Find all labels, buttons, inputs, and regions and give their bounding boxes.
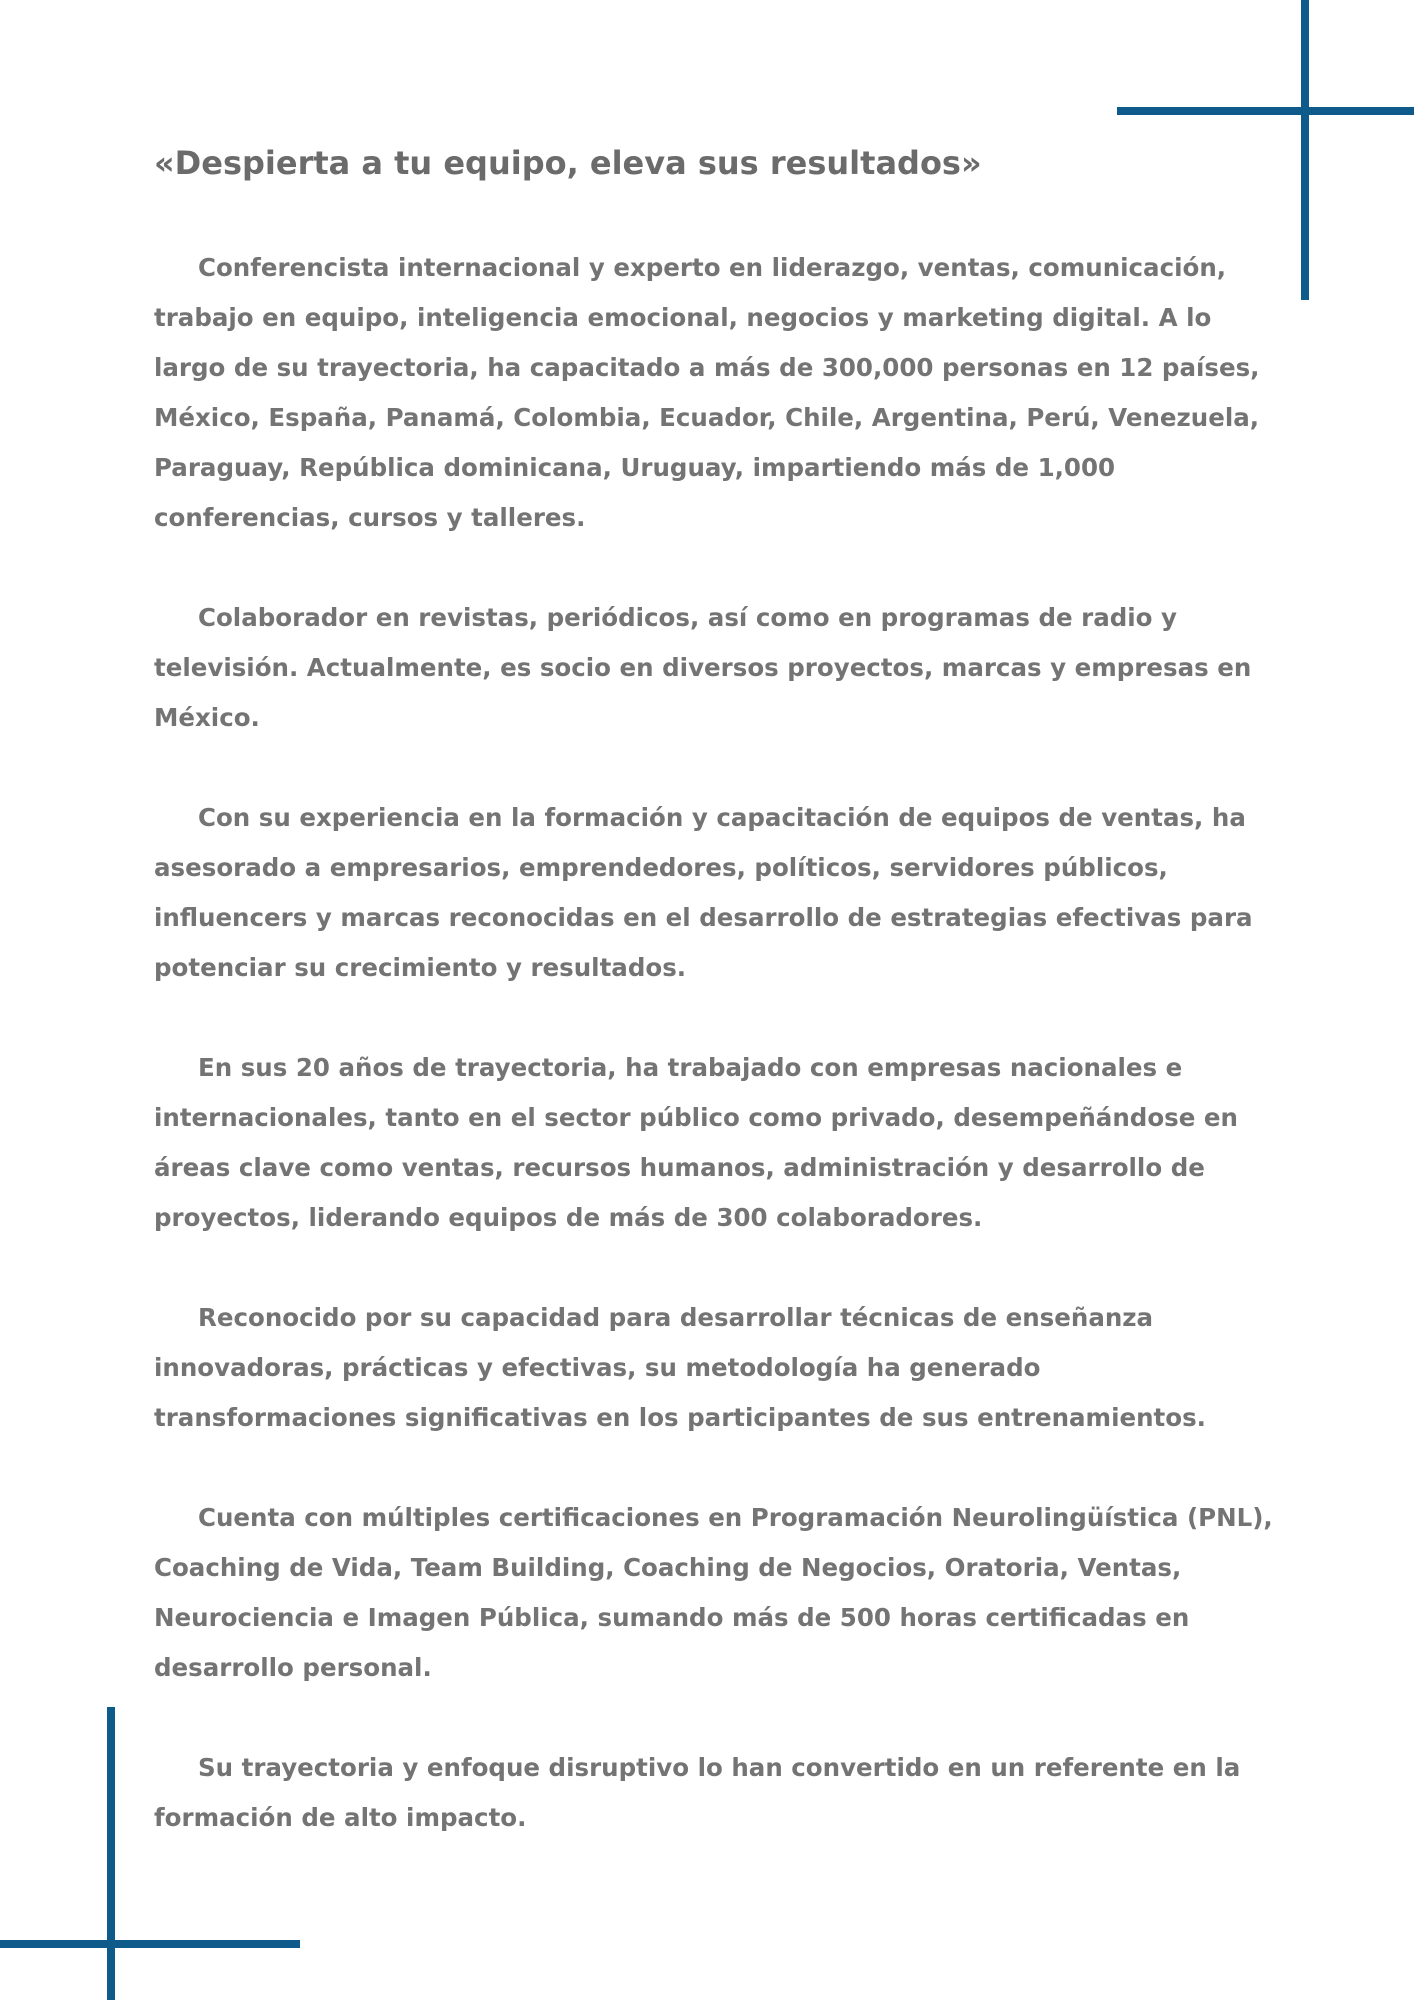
paragraph-certifications: Cuenta con múltiples certificaciones en Programación Neurolingüística (PNL), Coaching de Vida, Team Building, Coaching de Negocios, Oratoria, Ventas, Neurociencia e Imagen Pública, sumando más de 500 horas certificadas en desarrollo personal. xyxy=(154,1503,1273,1682)
paragraph-methodology: Reconocido por su capacidad para desarrollar técnicas de enseñanza innovadoras, prácticas y efectivas, su metodología ha generado transformaciones significativas en los participantes de sus entrenamientos. xyxy=(154,1303,1206,1432)
bottom-left-vertical-line xyxy=(107,1707,115,2000)
document-title: «Despierta a tu equipo, eleva sus resultados» xyxy=(154,144,982,182)
top-right-horizontal-line xyxy=(1117,107,1414,115)
bottom-left-horizontal-line xyxy=(0,1940,300,1948)
paragraph-closing: Su trayectoria y enfoque disruptivo lo han convertido en un referente en la formación de alto impacto. xyxy=(154,1753,1241,1832)
paragraph-intro: Conferencista internacional y experto en liderazgo, ventas, comunicación, trabajo en equipo, inteligencia emocional, negocios y marketing digital. A lo largo de su trayectoria, ha capacitado a más de 300,000 personas en 12 países, México, España, Panamá, Colombia, Ecuador, Chile, Argentina, Perú, Venezuela, Paraguay, República dominicana, Uruguay, impartiendo más de 1,000 conferencias, cursos y talleres. xyxy=(154,253,1260,532)
paragraph-media: Colaborador en revistas, periódicos, así como en programas de radio y televisión. Actualmente, es socio en diversos proyectos, marcas y empresas en México. xyxy=(154,603,1252,732)
paragraph-career: En sus 20 años de trayectoria, ha trabajado con empresas nacionales e internacionales, tanto en el sector público como privado, desempeñándose en áreas clave como ventas, recursos humanos, administración y desarrollo de proyectos, liderando equipos de más de 300 colaboradores. xyxy=(154,1053,1238,1232)
paragraph-experience: Con su experiencia en la formación y capacitación de equipos de ventas, ha asesorado a empresarios, emprendedores, políticos, servidores públicos, influencers y marcas reconocidas en el desarrollo de estrategias efectivas para potenciar su crecimiento y resultados. xyxy=(154,803,1253,982)
document-body xyxy=(154,243,1284,1893)
